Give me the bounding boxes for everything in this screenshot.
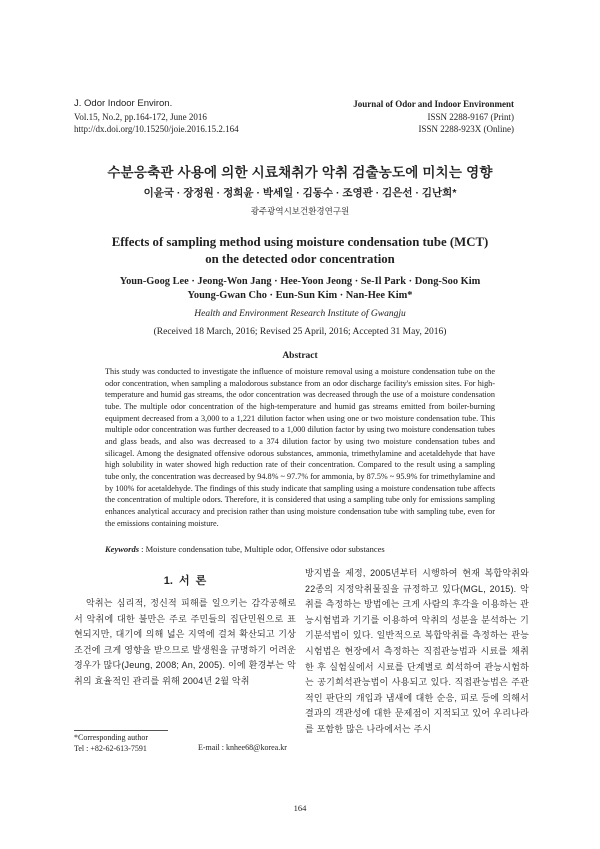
section-heading-introduction: 1. 서 론 bbox=[163, 575, 207, 587]
korean-title: 수분응축관 사용에 의한 시료채취가 악취 검출농도에 미치는 영향 bbox=[107, 165, 493, 180]
korean-authors: 이윤국 · 장정원 · 정희윤 · 박세일 · 김동수 · 조영관 · 김은선 · 김난희* bbox=[143, 187, 457, 199]
korean-affiliation: 광주광역시보건환경연구원 bbox=[250, 206, 350, 216]
journal-full-name: Journal of Odor and Indoor Environment bbox=[353, 99, 514, 109]
corresponding-author-note: *Corresponding author bbox=[74, 733, 148, 742]
received-dates: (Received 18 March, 2016; Revised 25 April, 2016; Accepted 31 May, 2016) bbox=[153, 327, 447, 337]
english-authors-line-2: Young-Gwan Cho · Eun-Sun Kim · Nan-Hee Kim* bbox=[187, 290, 413, 301]
page-number: 164 bbox=[293, 803, 307, 813]
english-title bbox=[0, 234, 600, 267]
english-affiliation: Health and Environment Research Institute of Gwangju bbox=[194, 309, 406, 319]
keywords-label: Keywords bbox=[105, 544, 139, 554]
journal-short-name: J. Odor Indoor Environ. bbox=[74, 98, 173, 109]
english-title-line-1: Effects of sampling method using moisture condensation tube (MCT) bbox=[111, 235, 489, 249]
footnote bbox=[74, 732, 148, 754]
body-text-left-column: 악취는 심리적, 정신적 피해를 일으키는 감각공해로서 악취에 대한 불만은 주로 주민들의 집단민원으로 표현되지만, 대기에 의해 넓은 지역에 걸쳐 확산되고 기상조건에 크게 영향을 받으므로 발생원을 규명하기 어려운 경우가 많다(Jeung, 2008; An, 2005). 이에 환경부는 악취의 효율적인 관리를 위해 2004년 2월 악취 bbox=[74, 598, 296, 686]
body-text-right-column: 방지법을 제정, 2005년부터 시행하여 현재 복합악취와 22종의 지정악취물질을 규정하고 있다(MGL, 2015). 악취를 측정하는 방법에는 크게 사람의 후각을 이용하는 관능시험법과 기기를 이용하여 악취의 성분을 분석하는 기기분석법이 있다. 일반적으로 복합악취를 측정하는 관능시험법은 현장에서 측정하는 직접관능법과 시료를 채취한 후 실험실에서 시료를 단계별로 희석하여 관능시험하는 공기희석관능법이 사용되고 있다. 직접관능법은 주관적인 판단의 개입과 냄새에 대한 순응, 피로 등에 의해서 결과의 객관성에 대한 문제점이 지적되고 있어 우리나라를 포함한 많은 나라에서는 주시 bbox=[305, 568, 529, 734]
english-title-line-2: on the detected odor concentration bbox=[205, 251, 395, 266]
english-authors-line-1: Youn-Goog Lee · Jeong-Won Jang · Hee-Yoon Jeong · Se-Il Park · Dong-Soo Kim bbox=[119, 276, 481, 287]
corresponding-email[interactable]: E-mail : knhee68@korea.kr bbox=[198, 743, 287, 752]
corresponding-tel: Tel : +82-62-613-7591 bbox=[74, 744, 147, 753]
volume-info: Vol.15, No.2, pp.164-172, June 2016 bbox=[74, 111, 207, 122]
doi-link[interactable]: http://dx.doi.org/10.15250/joie.2016.15.2.164 bbox=[74, 124, 239, 134]
english-authors bbox=[0, 275, 600, 303]
issn-print: ISSN 2288-9167 (Print) bbox=[427, 111, 514, 122]
keywords-text: : Moisture condensation tube, Multiple odor, Offensive odor substances bbox=[141, 544, 385, 554]
abstract-heading: Abstract bbox=[282, 351, 318, 361]
abstract-text: This study was conducted to investigate the influence of moisture removal using a moisture condensation tube on the odor concentration, when sampling a malodorous substance from an odor discharge facility's emission sites. For high-temperature and humid gas streams, the odor concentration was decreased through the use of a moisture condensation tube. The multiple odor concentration of the high-temperature and humid gas streams emitted from boiler-burning equipment decreased from a 3,000 to a 1,221 dilution factor when using one or two moisture condensation tube. This multiple odor concentration was further decreased to a 1,000 dilution factor by using two moisture condensation tubes and glass beads, and also was decreased to a 374 dilution factor by using two moisture condensation tubes and silicagel. Among the designated offensive odorous substances, ammonia, trimethylamine and acetaldehyde that have high solubility in water showed high reduction rate of their concentration. Compared to the result using a sampling tube only, the concentration was decreased by 94.8% ~ 97.7% for ammonia, by 87.5% ~ 95.9% for trimethylamine and by 100% for acetaldehyde. The findings of this study indicate that sampling using a moisture condensation tube affects the concentration of multiple odors. Therefore, it is considered that using a sampling tube only for emissions sampling enhances analytical accuracy and precision rather than using moisture condensation tube with sampling tube, even for the emissions containing moisture. bbox=[105, 367, 495, 528]
footnote-divider bbox=[74, 730, 168, 731]
journal-header-right bbox=[353, 98, 514, 136]
journal-header-left bbox=[74, 98, 239, 136]
keywords-line bbox=[105, 544, 525, 554]
issn-online: ISSN 2288-923X (Online) bbox=[418, 124, 514, 134]
